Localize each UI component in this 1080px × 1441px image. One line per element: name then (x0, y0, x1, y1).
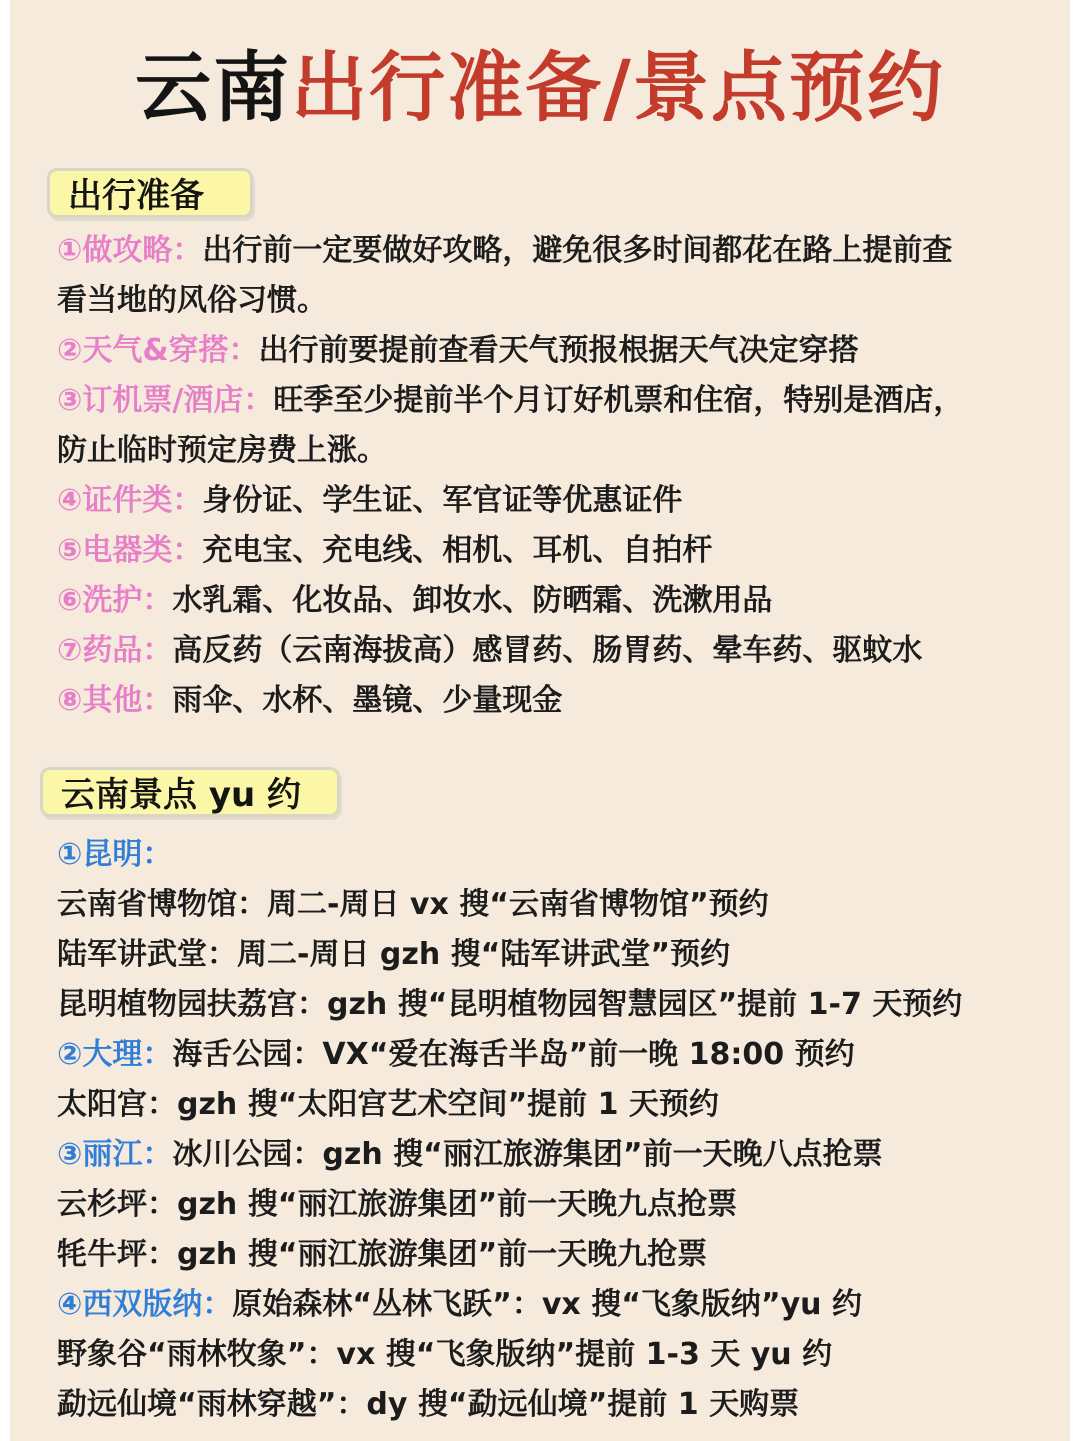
prep-key: ⑥洗护： (57, 583, 173, 618)
prep-text: 出行前一定要做好攻略，避免很多时间都花在路上提前查 (202, 233, 953, 268)
spot-text: 原始森林“丛林飞跃”：vx 搜“飞象版纳”yu 约 (232, 1287, 862, 1322)
prep-item-3-cont: 防止临时预定房费上涨。 (57, 433, 387, 468)
prep-item-6 (57, 576, 1047, 626)
spot-text: 冰川公园：gzh 搜“丽江旅游集团”前一天晚八点抢票 (172, 1137, 883, 1172)
prep-item-1-cont: 看当地的风俗习惯。 (57, 283, 327, 318)
prep-key: ②天气&穿搭： (57, 333, 259, 368)
prep-key: ⑤电器类： (57, 533, 203, 568)
prep-text: 身份证、学生证、军官证等优惠证件 (202, 483, 683, 518)
page-title (0, 38, 1080, 138)
title-subject: 出行准备/景点预约 (291, 43, 945, 132)
city-key: ②大理： (57, 1037, 173, 1072)
prep-item-1 (57, 226, 1047, 276)
prep-text: 旺季至少提前半个月订好机票和住宿，特别是酒店， (273, 383, 964, 418)
prep-key: ①做攻略： (57, 233, 203, 268)
prep-item-7 (57, 626, 1047, 676)
prep-text: 出行前要提前查看天气预报根据天气决定穿搭 (258, 333, 859, 368)
prep-item-5 (57, 526, 1047, 576)
prep-text: 雨伞、水杯、墨镜、少量现金 (172, 683, 563, 718)
prep-item-8 (57, 676, 1047, 726)
city-lijiang (57, 1130, 1047, 1180)
spot-line: 野象谷“雨林牧象”：vx 搜“飞象版纳”提前 1-3 天 yu 约 (57, 1337, 833, 1372)
spot-line: 云杉坪：gzh 搜“丽江旅游集团”前一天晚九点抢票 (57, 1187, 738, 1222)
city-key: ③丽江： (57, 1137, 173, 1172)
prep-key: ⑧其他： (57, 683, 173, 718)
prep-key: ⑦药品： (57, 633, 173, 668)
spot-line: 太阳宫：gzh 搜“太阳宫艺术空间”提前 1 天预约 (57, 1087, 719, 1122)
city-kunming: ①昆明： (57, 837, 173, 872)
spot-line: 云南省博物馆：周二-周日 vx 搜“云南省博物馆”预约 (57, 887, 769, 922)
city-key: ④西双版纳： (57, 1287, 233, 1322)
city-dali (57, 1030, 1047, 1080)
spot-line: 牦牛坪：gzh 搜“丽江旅游集团”前一天晚九抢票 (57, 1237, 708, 1272)
prep-key: ④证件类： (57, 483, 203, 518)
prep-item-4 (57, 476, 1047, 526)
prep-key: ③订机票/酒店： (57, 383, 274, 418)
title-yunnan: 云南 (135, 43, 292, 132)
spot-line: 陆军讲武堂：周二-周日 gzh 搜“陆军讲武堂”预约 (57, 937, 731, 972)
prep-text: 高反药（云南海拔高）感冒药、肠胃药、晕车药、驱蚊水 (172, 633, 923, 668)
spot-line: 勐远仙境“雨林穿越”：dy 搜“勐远仙境”提前 1 天购票 (57, 1387, 800, 1422)
section-label-prep: 出行准备 (47, 168, 253, 218)
spot-text: 海舌公园：VX“爱在海舌半岛”前一晚 18:00 预约 (172, 1037, 855, 1072)
city-xishuangbanna (57, 1280, 1047, 1330)
prep-text: 水乳霜、化妆品、卸妆水、防晒霜、洗漱用品 (172, 583, 773, 618)
section-label-spots: 云南景点 yu 约 (40, 767, 340, 817)
prep-text: 充电宝、充电线、相机、耳机、自拍杆 (202, 533, 713, 568)
prep-item-3 (57, 376, 1047, 426)
prep-item-2 (57, 326, 1047, 376)
spot-line: 昆明植物园扶荔宫：gzh 搜“昆明植物园智慧园区”提前 1-7 天预约 (57, 987, 963, 1022)
